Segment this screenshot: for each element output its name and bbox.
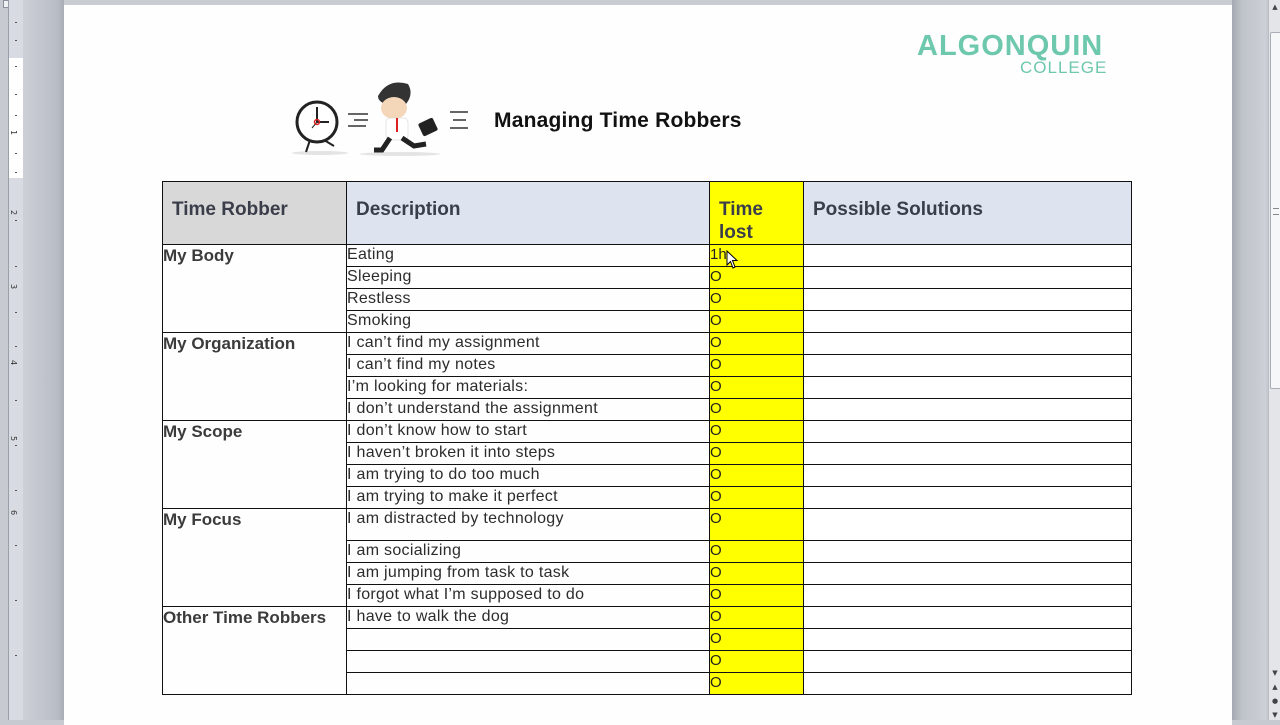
solution-cell[interactable] xyxy=(804,289,1132,311)
time-lost-cell[interactable]: O xyxy=(710,311,804,333)
time-lost-cell[interactable]: O xyxy=(710,443,804,465)
logo-line-1: ALGONQUIN xyxy=(917,30,1104,62)
description-cell[interactable]: I don’t know how to start xyxy=(347,421,710,443)
ruler-tick xyxy=(15,22,17,23)
solution-cell[interactable] xyxy=(804,399,1132,421)
select-browse-object-icon[interactable]: ● xyxy=(1271,697,1279,705)
description-cell[interactable]: I am trying to do too much xyxy=(347,465,710,487)
time-lost-cell[interactable]: 1h xyxy=(710,245,804,267)
ruler-number: 6 xyxy=(9,509,19,516)
solution-cell[interactable] xyxy=(804,651,1132,673)
ruler-text-area xyxy=(9,58,23,178)
ruler-number: 1 xyxy=(9,129,19,136)
category-cell[interactable]: My Organization xyxy=(163,333,347,421)
time-lost-cell[interactable]: O xyxy=(710,563,804,585)
time-lost-cell[interactable]: O xyxy=(710,355,804,377)
next-page-icon[interactable]: ▼ xyxy=(1272,711,1278,719)
description-cell[interactable]: I forgot what I’m supposed to do xyxy=(347,585,710,607)
table-row xyxy=(163,607,1132,629)
scrollbar-thumb[interactable] xyxy=(1270,32,1280,389)
ruler-tick xyxy=(15,312,17,313)
description-cell[interactable]: I don’t understand the assignment xyxy=(347,399,710,421)
description-cell[interactable]: Sleeping xyxy=(347,267,710,289)
header-time-lost-label: Time lost xyxy=(719,199,764,243)
description-cell[interactable]: I haven’t broken it into steps xyxy=(347,443,710,465)
header-time-robber: Time Robber xyxy=(163,182,347,245)
category-cell[interactable]: Other Time Robbers xyxy=(163,607,347,695)
description-cell[interactable]: Restless xyxy=(347,289,710,311)
solution-cell[interactable] xyxy=(804,607,1132,629)
page-gutter-left xyxy=(23,0,64,720)
description-cell[interactable] xyxy=(347,629,710,651)
ruler-tick xyxy=(15,172,17,173)
page-gutter-right xyxy=(1232,0,1266,720)
ruler-number: 4 xyxy=(9,359,19,366)
time-lost-cell[interactable]: O xyxy=(710,289,804,311)
solution-cell[interactable] xyxy=(804,541,1132,563)
ruler-tick xyxy=(15,94,17,95)
previous-page-icon[interactable]: ▲ xyxy=(1272,683,1278,691)
description-cell[interactable]: I can’t find my notes xyxy=(347,355,710,377)
header-time-lost xyxy=(710,182,804,245)
time-lost-cell[interactable]: O xyxy=(710,465,804,487)
time-lost-cell[interactable]: O xyxy=(710,651,804,673)
time-lost-cell[interactable]: O xyxy=(710,585,804,607)
ruler-tick xyxy=(15,40,17,41)
solution-cell[interactable] xyxy=(804,355,1132,377)
category-cell[interactable]: My Body xyxy=(163,245,347,333)
table-row xyxy=(163,333,1132,355)
table-row xyxy=(163,421,1132,443)
time-lost-cell[interactable]: O xyxy=(710,333,804,355)
description-cell[interactable]: I can’t find my assignment xyxy=(347,333,710,355)
solution-cell[interactable] xyxy=(804,465,1132,487)
time-lost-cell[interactable]: O xyxy=(710,377,804,399)
solution-cell[interactable] xyxy=(804,629,1132,651)
scroll-up-arrow-icon[interactable]: ▲ xyxy=(1272,3,1278,11)
time-lost-cell[interactable]: O xyxy=(710,487,804,509)
ruler-tick xyxy=(15,545,17,546)
ruler-tick xyxy=(15,115,17,116)
ruler-tick xyxy=(15,445,17,446)
solution-cell[interactable] xyxy=(804,421,1132,443)
scroll-down-arrow-icon[interactable]: ▼ xyxy=(1272,669,1278,677)
solution-cell[interactable] xyxy=(804,267,1132,289)
time-lost-cell[interactable]: O xyxy=(710,629,804,651)
ruler-tick xyxy=(15,153,17,154)
solution-cell[interactable] xyxy=(804,563,1132,585)
document-title: Managing Time Robbers xyxy=(494,109,742,132)
solution-cell[interactable] xyxy=(804,673,1132,695)
header-description: Description xyxy=(347,182,710,245)
solution-cell[interactable] xyxy=(804,377,1132,399)
ruler-tick xyxy=(15,400,17,401)
solution-cell[interactable] xyxy=(804,245,1132,267)
time-lost-cell[interactable]: O xyxy=(710,607,804,629)
description-cell[interactable]: Smoking xyxy=(347,311,710,333)
vertical-ruler[interactable] xyxy=(8,0,24,720)
time-lost-cell[interactable]: O xyxy=(710,673,804,695)
time-lost-cell[interactable]: O xyxy=(710,421,804,443)
time-lost-cell[interactable]: O xyxy=(710,399,804,421)
solution-cell[interactable] xyxy=(804,333,1132,355)
description-cell[interactable]: I have to walk the dog xyxy=(347,607,710,629)
table-row xyxy=(163,245,1132,267)
time-lost-cell[interactable]: O xyxy=(710,509,804,541)
time-lost-cell[interactable]: O xyxy=(710,541,804,563)
description-cell[interactable] xyxy=(347,673,710,695)
clock-running-businessman-illustration xyxy=(290,76,470,158)
ruler-tick xyxy=(15,655,17,656)
logo-line-2: COLLEGE xyxy=(1020,58,1108,77)
description-cell[interactable]: I am jumping from task to task xyxy=(347,563,710,585)
ruler-tick xyxy=(15,220,17,221)
algonquin-college-logo xyxy=(917,30,1117,77)
description-cell[interactable] xyxy=(347,651,710,673)
table-row xyxy=(163,509,1132,541)
ruler-tick xyxy=(15,66,17,67)
time-robbers-table xyxy=(162,181,1132,695)
ruler-tick xyxy=(15,346,17,347)
description-cell[interactable]: I am trying to make it perfect xyxy=(347,487,710,509)
ruler-number: 3 xyxy=(9,283,19,290)
vertical-scrollbar[interactable] xyxy=(1268,0,1280,720)
mouse-pointer-icon xyxy=(726,250,740,270)
solution-cell[interactable] xyxy=(804,311,1132,333)
solution-cell[interactable] xyxy=(804,509,1132,541)
solution-cell[interactable] xyxy=(804,585,1132,607)
time-lost-cell[interactable]: O xyxy=(710,267,804,289)
ruler-tick xyxy=(15,600,17,601)
category-cell[interactable]: My Focus xyxy=(163,509,347,607)
category-cell[interactable]: My Scope xyxy=(163,421,347,509)
scrollbar-grip-icon xyxy=(1273,208,1279,215)
ruler-number: 2 xyxy=(9,209,19,216)
solution-cell[interactable] xyxy=(804,487,1132,509)
ruler-tick xyxy=(15,490,17,491)
solution-cell[interactable] xyxy=(804,443,1132,465)
description-cell[interactable]: I am distracted by technology xyxy=(347,509,710,541)
ruler-tick xyxy=(15,266,17,267)
ruler-number: 5 xyxy=(9,435,19,442)
description-cell[interactable]: I’m looking for materials: xyxy=(347,377,710,399)
table-header-row xyxy=(163,182,1132,245)
header-possible-solutions: Possible Solutions xyxy=(804,182,1132,245)
description-cell[interactable]: I am socializing xyxy=(347,541,710,563)
description-cell[interactable]: Eating xyxy=(347,245,710,267)
